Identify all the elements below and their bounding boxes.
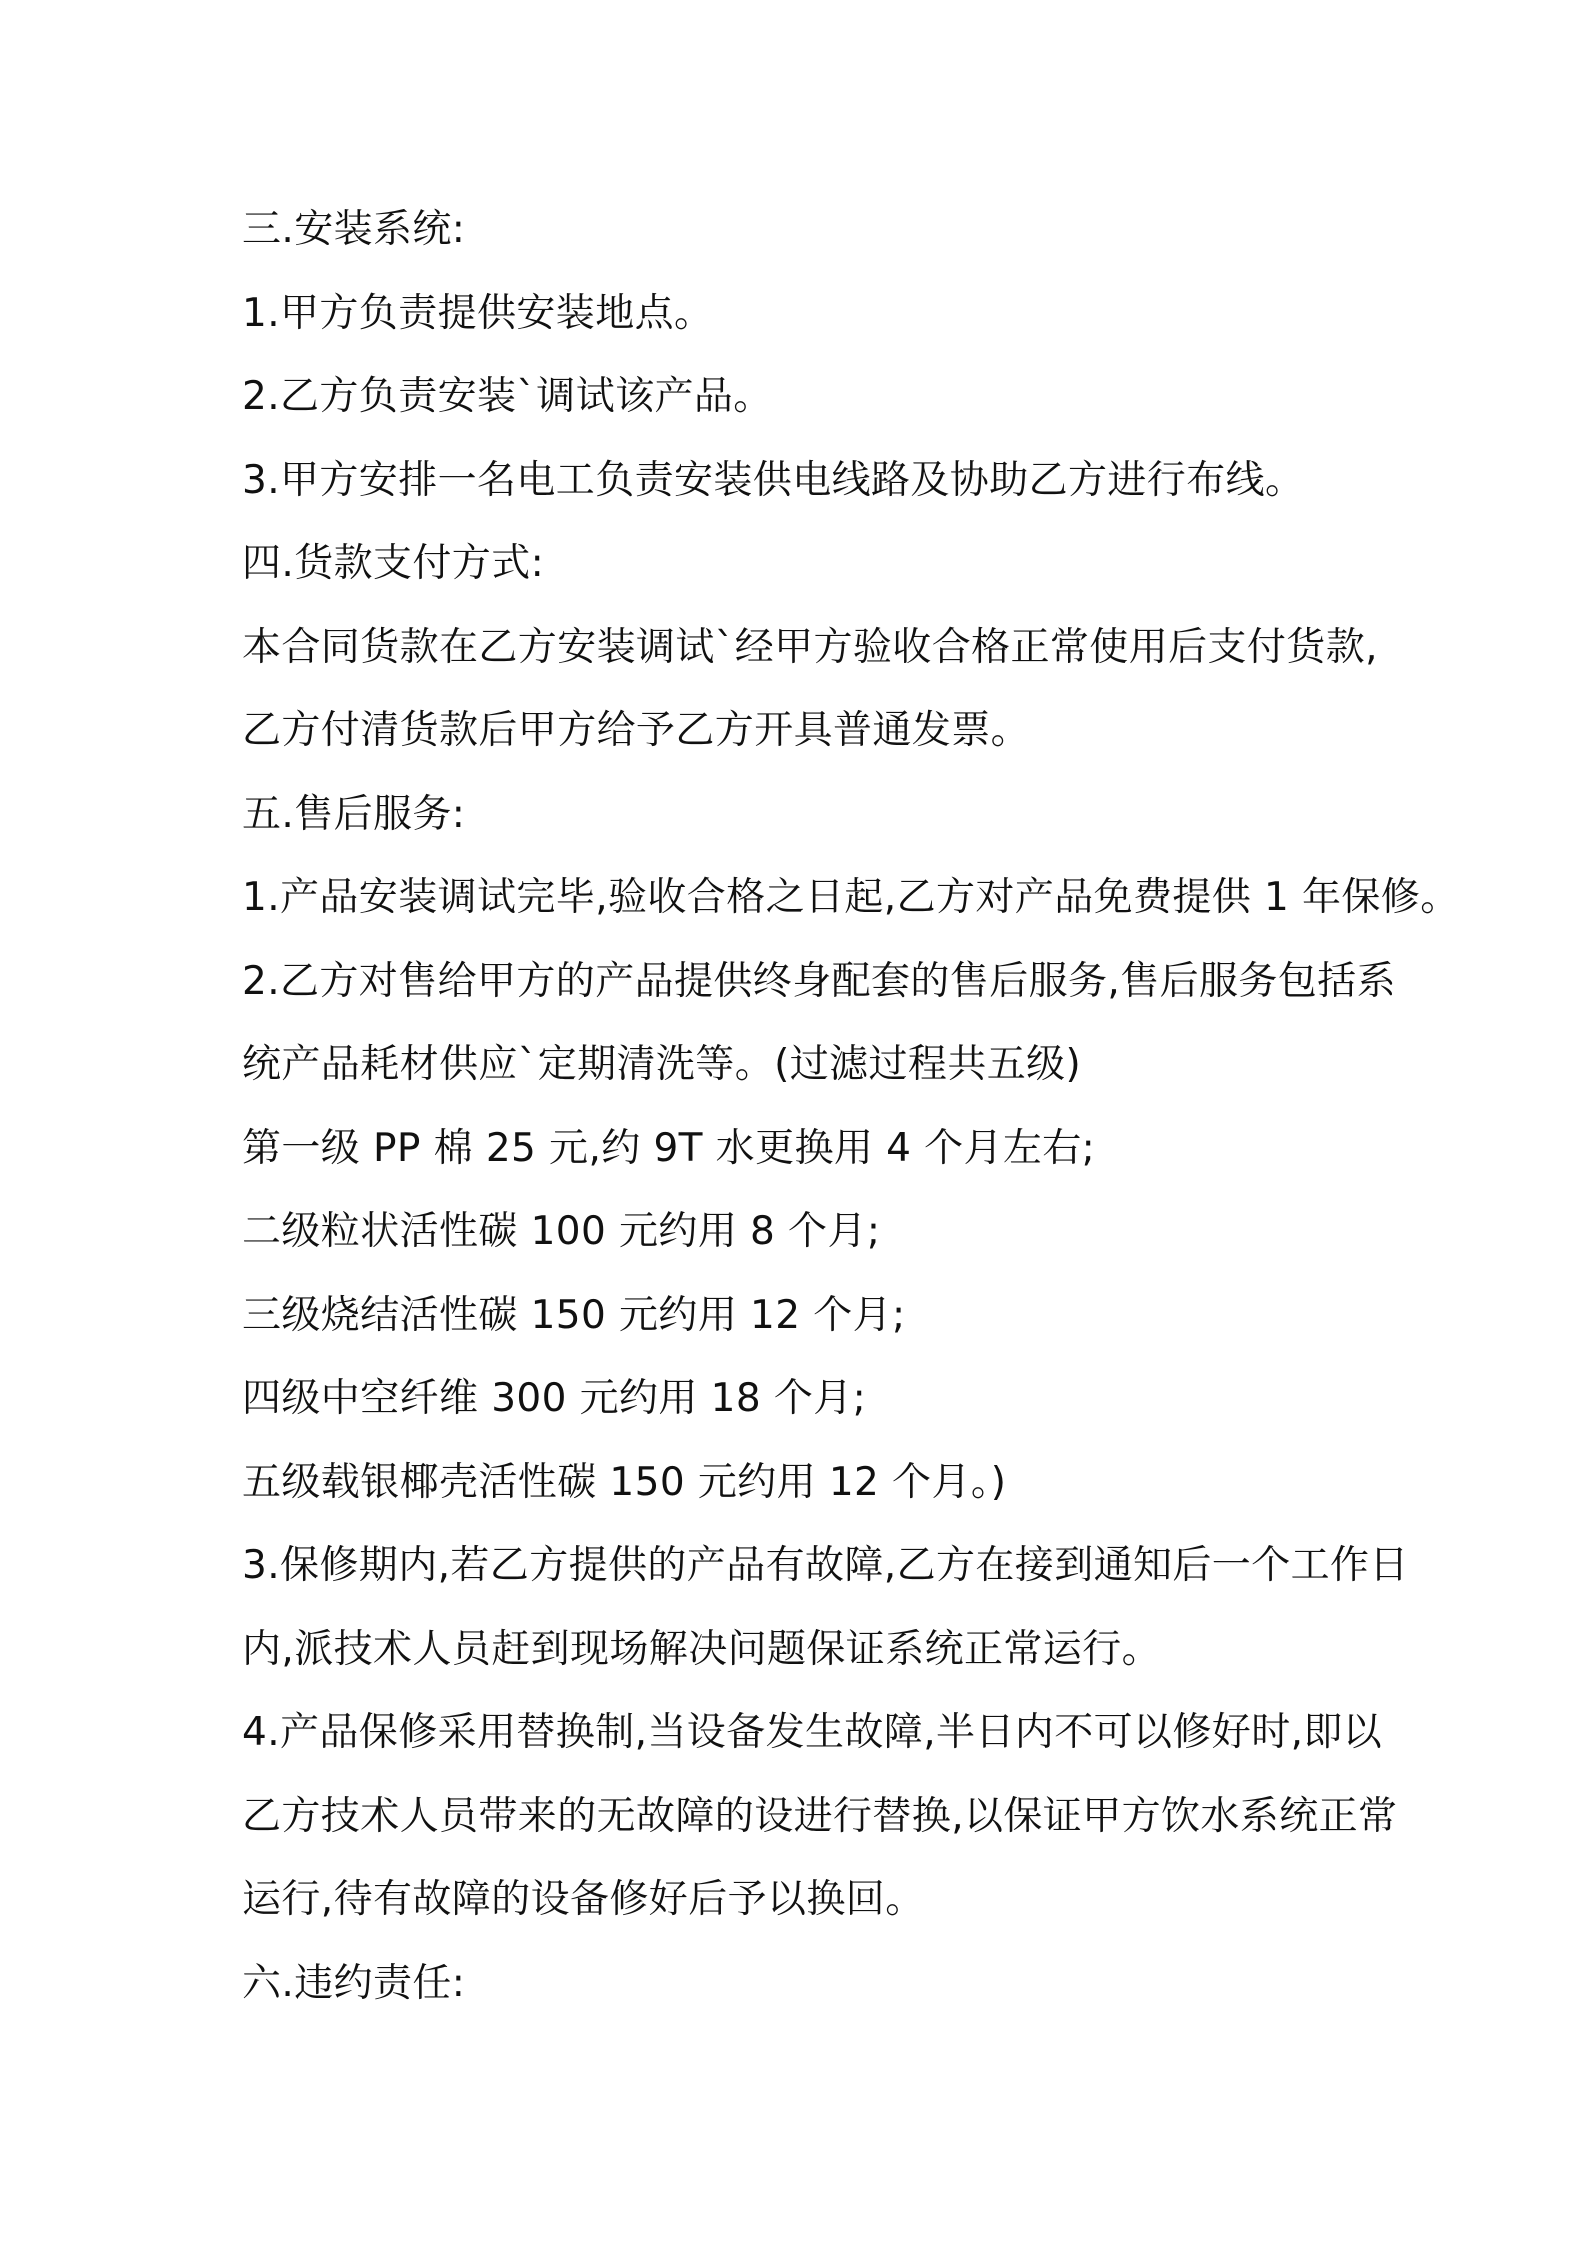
paragraph-line: 1.产品安装调试完毕,验收合格之日起,乙方对产品免费提供 1 年保修。 [242, 875, 1460, 920]
filter-stage-line: 三级烧结活性碳 150 元约用 12 个月; [242, 1292, 906, 1338]
paragraph-line: 2.乙方对售给甲方的产品提供终身配套的售后服务,售后服务包括系 [242, 958, 1397, 1004]
paragraph-line: 内,派技术人员赶到现场解决问题保证系统正常运行。 [242, 1626, 1161, 1672]
paragraph-line: 3.保修期内,若乙方提供的产品有故障,乙方在接到通知后一个工作日 [242, 1543, 1409, 1588]
paragraph-line: 统产品耗材供应`定期清洗等。(过滤过程共五级) [242, 1042, 1082, 1087]
section-heading-payment: 四.货款支付方式: [242, 541, 545, 586]
paragraph-line: 3.甲方安排一名电工负责安装供电线路及协助乙方进行布线。 [242, 457, 1305, 503]
paragraph-line: 本合同货款在乙方安装调试`经甲方验收合格正常使用后支付货款, [242, 624, 1378, 670]
filter-stage-line: 第一级 PP 棉 25 元,约 9T 水更换用 4 个月左右; [242, 1125, 1096, 1171]
paragraph-line: 运行,待有故障的设备修好后予以换回。 [242, 1877, 925, 1922]
paragraph-line: 乙方付清货款后甲方给予乙方开具普通发票。 [242, 708, 1031, 753]
paragraph-line: 4.产品保修采用替换制,当设备发生故障,半日内不可以修好时,即以 [242, 1710, 1383, 1755]
paragraph-line: 乙方技术人员带来的无故障的设进行替换,以保证甲方饮水系统正常 [242, 1793, 1398, 1839]
filter-stage-line: 二级粒状活性碳 100 元约用 8 个月; [242, 1209, 881, 1254]
section-heading-installation: 三.安装系统: [242, 207, 466, 252]
section-heading-after-sales: 五.售后服务: [242, 791, 466, 837]
section-heading-liability: 六.违约责任: [242, 1960, 466, 2006]
paragraph-line: 2.乙方负责安装`调试该产品。 [242, 374, 773, 419]
paragraph-line: 1.甲方负责提供安装地点。 [242, 290, 714, 336]
filter-stage-line: 五级载银椰壳活性碳 150 元约用 12 个月。) [242, 1459, 1007, 1505]
filter-stage-line: 四级中空纤维 300 元约用 18 个月; [242, 1376, 867, 1421]
document-body [242, 198, 1460, 2035]
